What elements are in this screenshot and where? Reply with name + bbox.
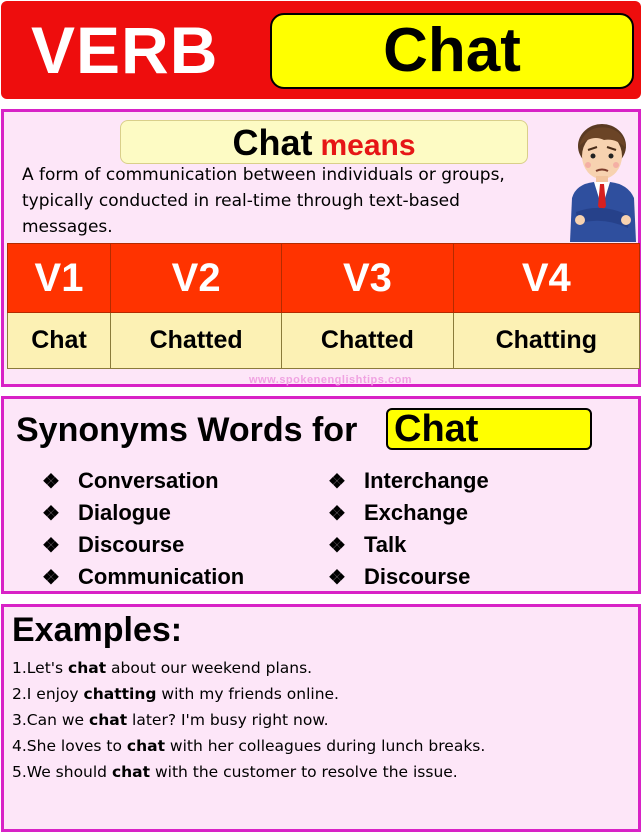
means-word: Chat [232,122,313,163]
example-pre: 5.We should [12,763,112,781]
synonym-item [328,529,489,561]
example-item [12,707,485,733]
means-heading [120,120,528,164]
verb-label: VERB [31,13,219,87]
watermark: www.spokenenglishtips.com [249,374,413,386]
v3-value: Chatted [282,313,453,369]
diamond-bullet-icon: ❖ [328,471,346,493]
synonym-item [42,529,244,561]
examples-panel [1,604,641,832]
synonym-item [42,497,244,529]
header-banner [1,1,641,99]
v3-header: V3 [282,244,453,313]
synonyms-word-box: Chat [386,408,592,450]
example-pre: 1.Let's [12,659,69,677]
example-item [12,733,485,759]
diamond-bullet-icon: ❖ [328,503,346,525]
v2-value: Chatted [111,313,282,369]
example-item [12,681,485,707]
synonym-text: Discourse [364,564,471,589]
verb-forms-header-row [8,244,640,313]
example-bold: chat [68,659,107,677]
diamond-bullet-icon: ❖ [328,535,346,557]
v2-header: V2 [111,244,282,313]
example-bold: chat [111,763,151,781]
synonym-text: Talk [364,532,407,557]
synonym-text: Exchange [364,500,468,525]
example-pre: 2.I enjoy [12,685,84,703]
examples-list [12,655,485,785]
examples-title: Examples: [12,611,183,649]
confused-man-icon [564,116,642,242]
diamond-bullet-icon: ❖ [42,503,60,525]
diamond-bullet-icon: ❖ [328,567,346,589]
synonym-text: Communication [78,564,245,589]
example-bold: chatting [83,685,157,703]
example-post: later? I'm busy right now. [127,711,329,729]
synonym-item [42,561,244,593]
header-word-box: Chat [270,13,634,89]
synonym-text: Conversation [78,468,219,493]
synonym-item [328,465,489,497]
synonym-text: Discourse [78,532,185,557]
example-pre: 4.She loves to [12,737,127,755]
diamond-bullet-icon: ❖ [42,567,60,589]
example-post: with my friends online. [156,685,339,703]
synonym-text: Interchange [364,468,489,493]
synonyms-left-list [42,465,244,593]
diamond-bullet-icon: ❖ [42,471,60,493]
v4-value: Chatting [453,313,639,369]
example-bold: chat [89,711,128,729]
synonyms-right-list [328,465,489,593]
synonym-item [328,497,489,529]
example-bold: chat [126,737,165,755]
definition-text: A form of communication between individuals or groups, typically conducted in real-time through text-based messages. [22,165,505,237]
example-post: with the customer to resolve the issue. [150,763,458,781]
example-item [12,655,485,681]
synonym-item [42,465,244,497]
example-pre: 3.Can we [12,711,90,729]
diamond-bullet-icon: ❖ [42,535,60,557]
synonym-item [328,561,489,593]
example-post: with her colleagues during lunch breaks. [165,737,486,755]
means-suffix: means [320,129,416,162]
example-item [12,759,485,785]
v1-header: V1 [8,244,111,313]
v1-value: Chat [8,313,111,369]
verb-forms-table [7,243,640,369]
verb-forms-value-row [8,313,640,369]
example-post: about our weekend plans. [106,659,313,677]
synonym-text: Dialogue [78,500,171,525]
meaning-panel [1,109,641,387]
synonyms-panel [1,396,641,594]
synonyms-title: Synonyms Words for [16,411,358,449]
v4-header: V4 [453,244,639,313]
